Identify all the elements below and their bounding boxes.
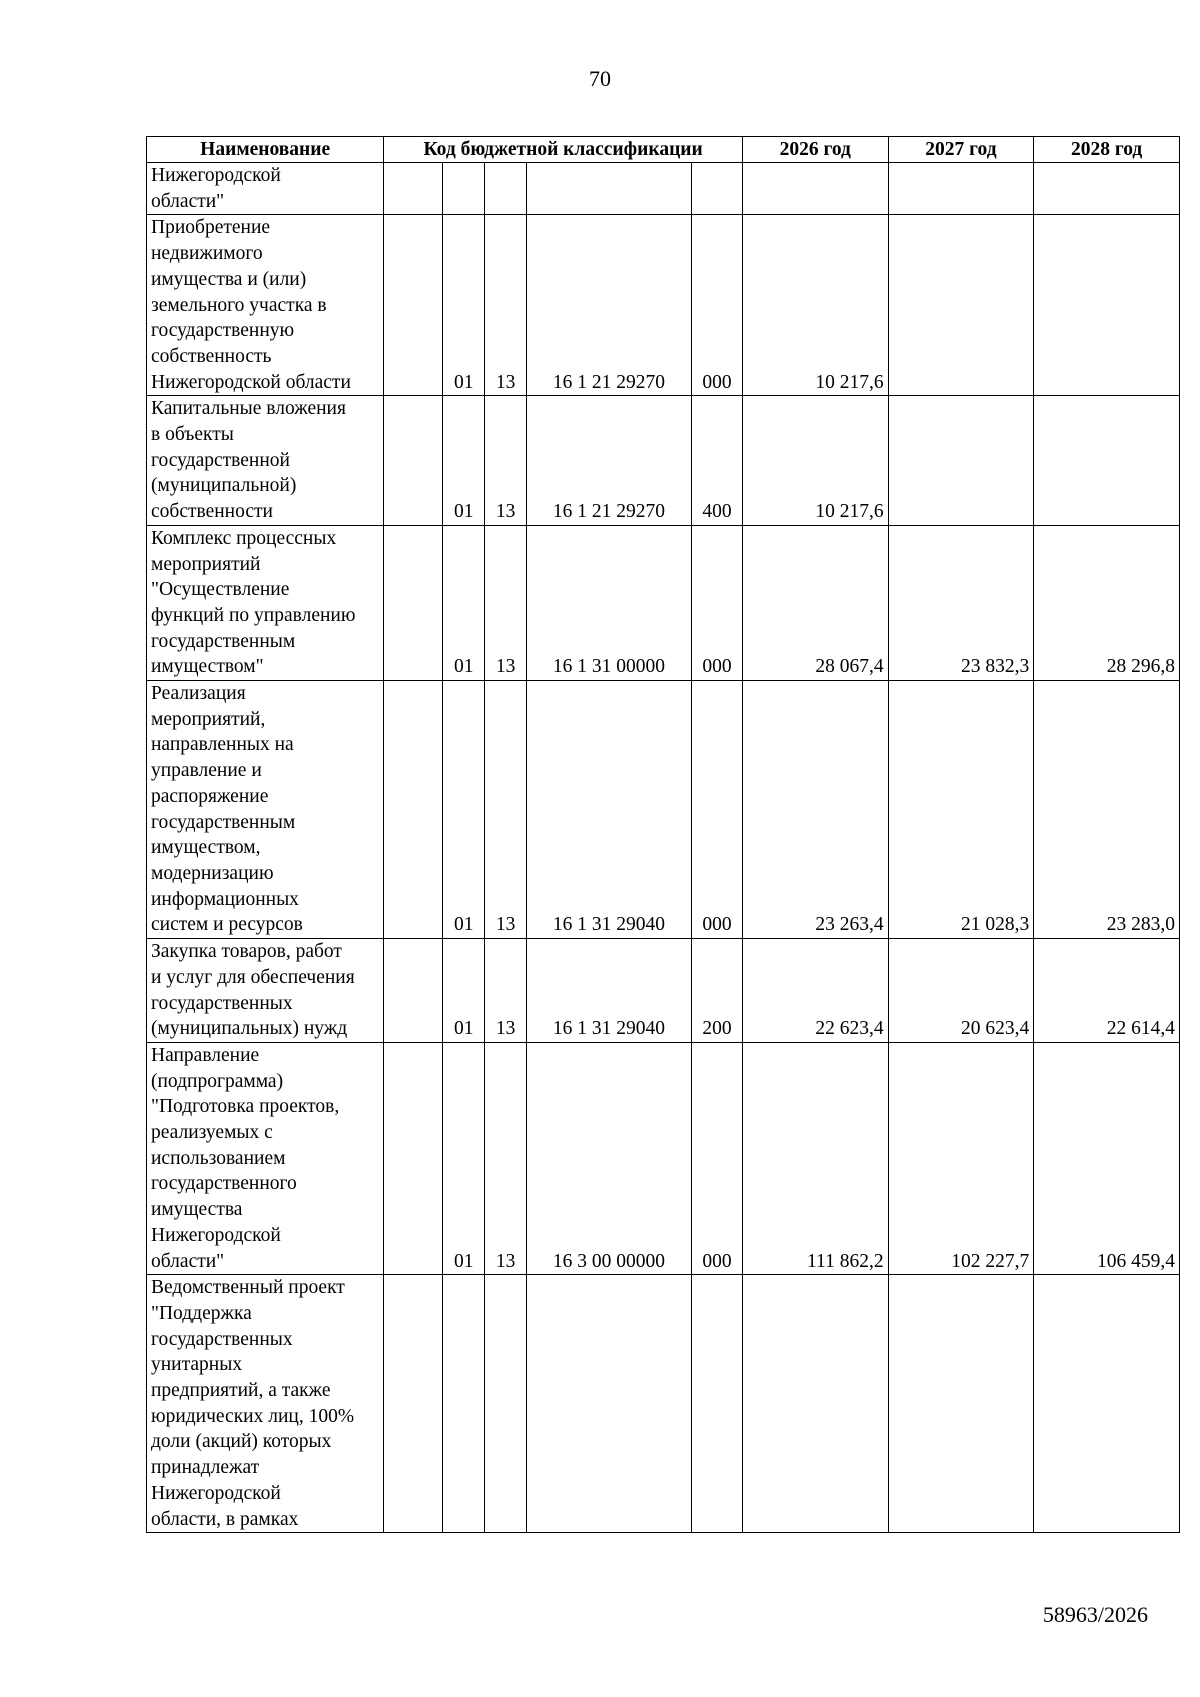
row-name <box>147 1275 384 1533</box>
code-expense-type: 200 <box>691 939 742 1043</box>
value-2027: 21 028,3 <box>888 681 1034 939</box>
value-2028: 23 283,0 <box>1034 681 1180 939</box>
row-name-line: имущества <box>151 1199 243 1221</box>
row-name <box>147 163 384 215</box>
row-name-line: собственности <box>151 501 273 523</box>
value-2026: 111 862,2 <box>742 1042 888 1274</box>
row-name-line: области" <box>151 190 225 212</box>
value-2026: 10 217,6 <box>742 396 888 526</box>
row-name-line: Капитальные вложения <box>151 398 346 420</box>
code-target-article: 16 3 00 00000 <box>526 1042 691 1274</box>
row-name-line: государственных <box>151 992 293 1014</box>
row-name-line: имуществом, <box>151 837 261 859</box>
table-row <box>147 939 1180 1043</box>
value-2028 <box>1034 1275 1180 1533</box>
code-part-1 <box>384 1275 443 1533</box>
code-target-article: 16 1 21 29270 <box>526 396 691 526</box>
row-name-line: области, в рамках <box>151 1508 299 1530</box>
table-row <box>147 1275 1180 1533</box>
value-2026: 28 067,4 <box>742 525 888 680</box>
row-name-line: унитарных <box>151 1354 243 1376</box>
row-name-line: "Поддержка <box>151 1302 252 1324</box>
header-2028: 2028 год <box>1034 137 1180 163</box>
row-name-line: государственную <box>151 320 295 342</box>
row-name-line: "Осуществление <box>151 579 290 601</box>
code-expense-type: 000 <box>691 681 742 939</box>
code-section: 01 <box>443 1042 485 1274</box>
value-2026: 23 263,4 <box>742 681 888 939</box>
document-number: 58963/2026 <box>1042 1602 1148 1627</box>
row-name-line: модернизацию <box>151 862 274 884</box>
code-expense-type: 400 <box>691 396 742 526</box>
value-2028: 106 459,4 <box>1034 1042 1180 1274</box>
row-name <box>147 396 384 526</box>
code-expense-type: 000 <box>691 215 742 396</box>
row-name-line: систем и ресурсов <box>151 914 303 936</box>
row-name-line: юридических лиц, 100% <box>151 1405 355 1427</box>
row-name-line: Нижегородской области <box>151 371 351 393</box>
row-name-line: (муниципальной) <box>151 475 297 497</box>
value-2027: 20 623,4 <box>888 939 1034 1043</box>
value-2026 <box>742 1275 888 1533</box>
row-name-line: Закупка товаров, работ <box>151 941 342 963</box>
row-name-line: принадлежат <box>151 1457 260 1479</box>
code-section <box>443 163 485 215</box>
row-name-line: (подпрограмма) <box>151 1070 284 1092</box>
code-part-1 <box>384 681 443 939</box>
table-row <box>147 396 1180 526</box>
code-part-1 <box>384 939 443 1043</box>
row-name-line: Приобретение <box>151 217 271 239</box>
row-name-line: использованием <box>151 1147 286 1169</box>
row-name-line: Направление <box>151 1044 260 1066</box>
table-row <box>147 525 1180 680</box>
value-2026: 22 623,4 <box>742 939 888 1043</box>
row-name-line: государственных <box>151 1328 293 1350</box>
value-2027 <box>888 163 1034 215</box>
code-expense-type: 000 <box>691 1042 742 1274</box>
row-name-line: в объекты <box>151 424 234 446</box>
row-name-line: распоряжение <box>151 785 269 807</box>
row-name <box>147 1042 384 1274</box>
row-name-line: государственным <box>151 811 296 833</box>
row-name-line: недвижимого <box>151 243 263 265</box>
row-name-line: Реализация <box>151 683 246 705</box>
row-name-line: государственным <box>151 630 296 652</box>
row-name-line: и услуг для обеспечения <box>151 966 355 988</box>
row-name-line: доли (акций) которых <box>151 1431 332 1453</box>
value-2028 <box>1034 215 1180 396</box>
code-target-article <box>526 1275 691 1533</box>
table-header-row <box>147 137 1180 163</box>
value-2027 <box>888 396 1034 526</box>
row-name-line: Нижегородской <box>151 1482 281 1504</box>
code-expense-type: 000 <box>691 525 742 680</box>
code-section: 01 <box>443 939 485 1043</box>
code-subsection: 13 <box>485 939 527 1043</box>
code-target-article: 16 1 21 29270 <box>526 215 691 396</box>
value-2027 <box>888 215 1034 396</box>
row-name <box>147 525 384 680</box>
row-name-line: имущества и (или) <box>151 268 307 290</box>
row-name-line: государственной <box>151 449 290 471</box>
row-name-line: Комплекс процессных <box>151 527 337 549</box>
code-part-1 <box>384 215 443 396</box>
header-budget-code: Код бюджетной классификации <box>384 137 743 163</box>
page-number: 70 <box>589 66 611 91</box>
row-name-line: (муниципальных) нужд <box>151 1018 348 1040</box>
row-name-line: реализуемых с <box>151 1122 273 1144</box>
code-part-1 <box>384 1042 443 1274</box>
header-2026: 2026 год <box>742 137 888 163</box>
code-target-article: 16 1 31 29040 <box>526 939 691 1043</box>
code-section: 01 <box>443 215 485 396</box>
code-section: 01 <box>443 396 485 526</box>
code-target-article <box>526 163 691 215</box>
row-name-line: информационных <box>151 888 299 910</box>
row-name-line: Ведомственный проект <box>151 1277 345 1299</box>
value-2027 <box>888 1275 1034 1533</box>
value-2028 <box>1034 163 1180 215</box>
value-2028: 22 614,4 <box>1034 939 1180 1043</box>
code-part-1 <box>384 396 443 526</box>
table-row <box>147 163 1180 215</box>
code-section <box>443 1275 485 1533</box>
code-subsection: 13 <box>485 681 527 939</box>
budget-table <box>146 136 1180 1533</box>
code-subsection: 13 <box>485 396 527 526</box>
value-2026 <box>742 163 888 215</box>
row-name-line: государственного <box>151 1173 297 1195</box>
header-2027: 2027 год <box>888 137 1034 163</box>
code-target-article: 16 1 31 29040 <box>526 681 691 939</box>
row-name-line: функций по управлению <box>151 604 356 626</box>
value-2028 <box>1034 396 1180 526</box>
row-name-line: управление и <box>151 760 262 782</box>
header-name: Наименование <box>147 137 384 163</box>
code-subsection <box>485 1275 527 1533</box>
code-subsection <box>485 163 527 215</box>
row-name-line: Нижегородской <box>151 1224 281 1246</box>
code-subsection: 13 <box>485 215 527 396</box>
row-name-line: имуществом" <box>151 656 264 678</box>
code-target-article: 16 1 31 00000 <box>526 525 691 680</box>
row-name-line: мероприятий, <box>151 708 266 730</box>
row-name <box>147 215 384 396</box>
code-subsection: 13 <box>485 1042 527 1274</box>
value-2027: 23 832,3 <box>888 525 1034 680</box>
row-name-line: направленных на <box>151 734 294 756</box>
code-expense-type <box>691 1275 742 1533</box>
row-name <box>147 939 384 1043</box>
row-name-line: собственность <box>151 345 272 367</box>
row-name-line: Нижегородской <box>151 165 281 186</box>
value-2028: 28 296,8 <box>1034 525 1180 680</box>
code-part-1 <box>384 163 443 215</box>
table-row <box>147 215 1180 396</box>
value-2026: 10 217,6 <box>742 215 888 396</box>
row-name <box>147 681 384 939</box>
table-body <box>147 163 1180 1533</box>
table-row <box>147 1042 1180 1274</box>
row-name-line: "Подготовка проектов, <box>151 1096 340 1118</box>
row-name-line: мероприятий <box>151 553 261 575</box>
code-section: 01 <box>443 525 485 680</box>
code-part-1 <box>384 525 443 680</box>
table-row <box>147 681 1180 939</box>
row-name-line: земельного участка в <box>151 294 327 316</box>
row-name-line: предприятий, а также <box>151 1380 331 1402</box>
value-2027: 102 227,7 <box>888 1042 1034 1274</box>
code-subsection: 13 <box>485 525 527 680</box>
row-name-line: области" <box>151 1250 225 1272</box>
code-section: 01 <box>443 681 485 939</box>
code-expense-type <box>691 163 742 215</box>
